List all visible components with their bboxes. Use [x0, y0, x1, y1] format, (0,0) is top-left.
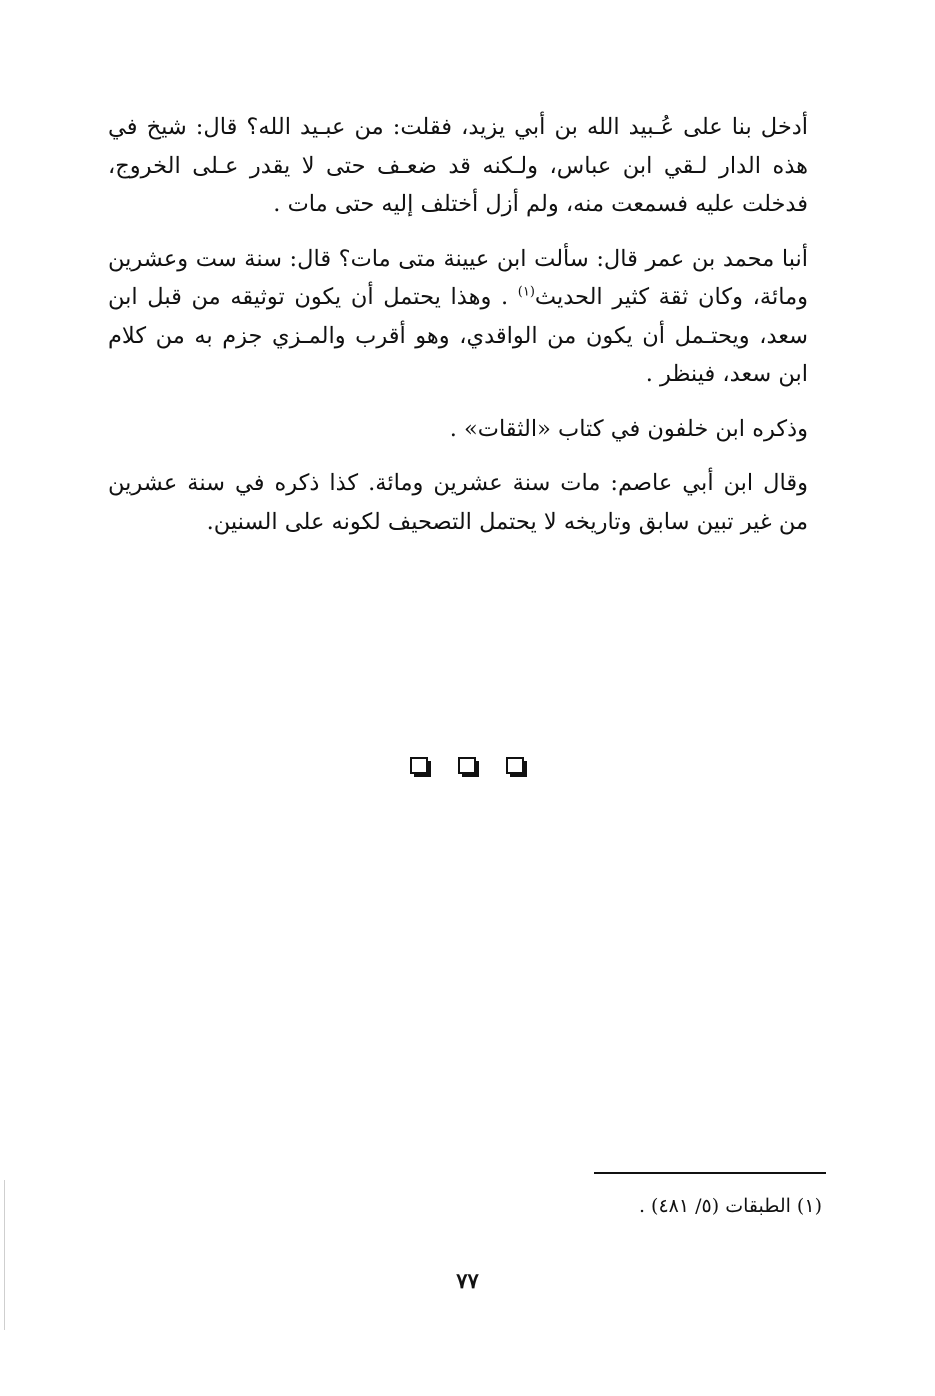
footnote-separator [594, 1172, 826, 1174]
footnote-reference: (١) [517, 284, 535, 300]
page-number: ٧٧ [456, 1268, 479, 1293]
paragraph-2-text-a: أنبا محمد بن عمر قال: سألت ابن عيينة متى مات؟ قال: سنة ست وعشرين ومائة، وكان ثقة كثير الحديث [108, 245, 808, 310]
scan-edge-line [4, 1180, 5, 1330]
paragraph-2 [108, 240, 808, 394]
paragraph-1: أدخل بنا على عُـبيد الله بن أبي يزيد، فقلت: من عبـيد الله؟ قال: شيخ في هذه الدار لـقي ابن عباس، ولـكنه قد ضعـف حتى لا يقدر عـلى الخروج، فدخلت عليه فسمعت منه، ولم أزل أختلف إليه حتى مات . [108, 114, 808, 217]
footnote-1: (١) الطبقات (٥/ ٤٨١) . [638, 1195, 822, 1217]
square-ornament-icon [506, 757, 526, 775]
main-text [108, 108, 808, 557]
paragraph-3: وذكره ابن خلفون في كتاب «الثقات» . [449, 415, 808, 442]
square-ornament-icon [458, 757, 478, 775]
paragraph-4: وقال ابن أبي عاصم: مات سنة عشرين ومائة. كذا ذكره في سنة عشرين من غير تبين سابق وتاريخه لا يحتمل التصحيف لكونه على السنين. [108, 470, 808, 535]
paragraph-2-text-b: . وهذا يحتمل أن يكون توثيقه من قبل ابن سعد، ويحتـمل أن يكون من الواقدي، وهو أقرب والمـزي جزم به من كلام ابن سعد، فينظر . [108, 284, 808, 387]
square-ornament-icon [410, 757, 430, 775]
section-end-ornaments [0, 757, 935, 775]
